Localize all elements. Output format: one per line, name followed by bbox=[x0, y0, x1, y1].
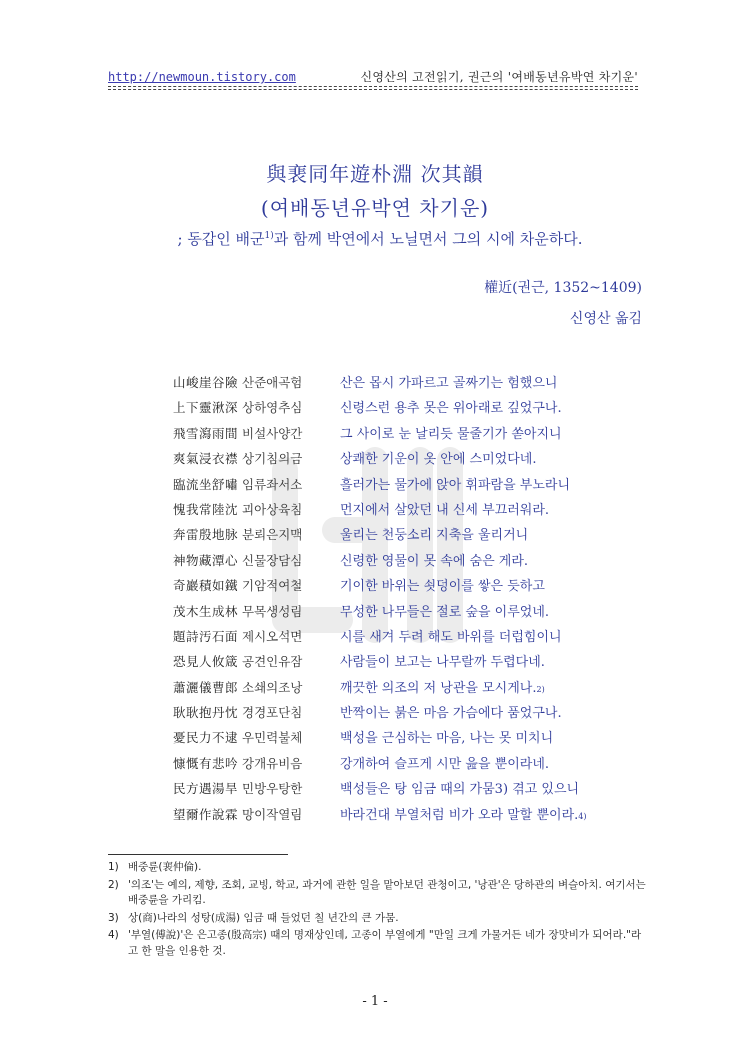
poem-line-hanja: 憂民力不逮 bbox=[173, 730, 239, 746]
poem-line bbox=[173, 727, 643, 752]
poem-line bbox=[173, 753, 643, 778]
footnote-text: 배중륜(裵仲倫). bbox=[128, 861, 202, 873]
poem-line bbox=[173, 626, 643, 651]
poem-line-translation: 산은 몹시 가파르고 골짜기는 험했으니 bbox=[340, 376, 558, 391]
poem-line-reading: 민방우탕한 bbox=[242, 781, 303, 797]
poem-line-hanja: 飛雪瀉雨間 bbox=[173, 425, 239, 441]
poem-line-reading: 비설사양간 bbox=[242, 425, 303, 441]
poem-line-reading: 분뢰은지맥 bbox=[242, 527, 303, 543]
footnote-number: 1) bbox=[108, 861, 119, 873]
poem-line-hanja: 愧我常陸沈 bbox=[173, 501, 239, 517]
poem-line-translation: 백성들은 탕 임금 때의 가뭄3) 겪고 있으니 bbox=[340, 782, 580, 798]
footnote-ref: 4) bbox=[578, 811, 587, 821]
poem-line-hanja: 爽氣浸衣襟 bbox=[173, 451, 239, 467]
poem-line-hanja: 神物藏潭心 bbox=[173, 552, 239, 568]
blog-url-link[interactable]: http://newmoun.tistory.com bbox=[108, 70, 296, 84]
header-divider-2 bbox=[108, 89, 638, 90]
poem-line bbox=[173, 601, 643, 626]
poem-line-hanja: 耿耿抱丹忱 bbox=[173, 705, 239, 721]
poem-line-translation: 그 사이로 눈 날리듯 물줄기가 쏟아지니 bbox=[340, 426, 562, 442]
poem-line-translation: 상쾌한 기운이 옷 안에 스미었다네. bbox=[340, 452, 537, 468]
poem-line-translation: 백성을 근심하는 마음, 나는 못 미치니 bbox=[340, 731, 554, 747]
footnote-item bbox=[108, 911, 648, 927]
poem-line-translation: 강개하여 슬프게 시만 읊을 뿐이라네. bbox=[340, 756, 550, 772]
poem-line-reading: 임류좌서소 bbox=[242, 476, 303, 492]
poem-line-reading: 무목생성림 bbox=[242, 603, 303, 619]
poem-line bbox=[173, 702, 643, 727]
poem-line bbox=[173, 677, 643, 702]
poem-line-reading: 상기침의금 bbox=[242, 451, 303, 467]
poem-line-translation: 기이한 바위는 쇳덩이를 쌓은 듯하고 bbox=[340, 579, 545, 595]
poem-line bbox=[173, 397, 643, 422]
poem-line-translation: 흘러가는 물가에 앉아 휘파람을 부노라니 bbox=[340, 477, 571, 493]
poem-line bbox=[173, 575, 643, 600]
poem-line-translation: 깨끗한 의조의 저 낭관을 모시게나. bbox=[340, 680, 537, 696]
poem-line bbox=[173, 550, 643, 575]
poem-line bbox=[173, 651, 643, 676]
poem-line-reading: 산준애곡험 bbox=[242, 375, 303, 390]
poem-line-translation: 먼지에서 살았던 내 신세 부끄러워라. bbox=[340, 502, 550, 518]
poem-line bbox=[173, 448, 643, 473]
poem-line-reading: 망이작열림 bbox=[242, 806, 303, 822]
poem-line bbox=[173, 423, 643, 448]
poem-line-hanja: 望爾作說霖 bbox=[173, 806, 239, 822]
poem-line-hanja: 臨流坐舒嘯 bbox=[173, 476, 239, 492]
footnote-number: 2) bbox=[108, 878, 119, 891]
footnote-number: 3) bbox=[108, 911, 119, 924]
poem-line-hanja: 上下靈湫深 bbox=[173, 400, 239, 416]
poem-line-reading: 괴아상육침 bbox=[242, 501, 303, 517]
footnote-item bbox=[108, 860, 648, 876]
poem-line-hanja: 恐見人攸箴 bbox=[173, 654, 239, 670]
footnote-item bbox=[108, 878, 648, 909]
footnote-text: '부열(傅說)'은 은고종(殷高宗) 때의 명재상인데, 고종이 부열에게 "만일 크게 가물거든 네가 장맛비가 되어라."라고 한 말을 인용한 것. bbox=[128, 929, 642, 957]
poem-line-hanja: 蕭灑儀曹郎 bbox=[173, 679, 239, 695]
poem-line bbox=[173, 804, 643, 829]
page-number: - 1 - bbox=[362, 994, 388, 1009]
poem-line-translation: 반짝이는 붉은 마음 가슴에다 품었구나. bbox=[340, 706, 562, 722]
poem-line-translation: 울리는 천둥소리 지축을 울리거니 bbox=[340, 528, 529, 544]
poem-line-reading: 상하영추심 bbox=[242, 400, 303, 416]
subtitle-text-rest: 과 함께 박연에서 노닐면서 그의 시에 차운하다. bbox=[273, 230, 583, 248]
author-line: 權近(권근, 1352~1409) bbox=[484, 280, 642, 296]
page-header bbox=[108, 68, 638, 85]
poem-title-korean: (여배동년유박연 차기운) bbox=[260, 196, 490, 220]
poem-line bbox=[173, 778, 643, 803]
poem-line-translation: 사람들이 보고는 나무랄까 두렵다네. bbox=[340, 655, 545, 671]
poem-body bbox=[173, 372, 643, 829]
poem-line-hanja: 山峻崖谷險 bbox=[173, 375, 239, 390]
poem-line-hanja: 民方遇湯旱 bbox=[173, 781, 239, 797]
poem-line bbox=[173, 499, 643, 524]
poem-line-translation: 신령한 영물이 못 속에 숨은 게라. bbox=[340, 553, 529, 569]
header-divider bbox=[108, 86, 638, 87]
footnote-ref: 2) bbox=[536, 684, 545, 694]
poem-line-hanja: 慷慨有悲吟 bbox=[173, 755, 239, 771]
poem-line-translation: 시를 새겨 두려 해도 바위를 더럽힘이니 bbox=[340, 629, 562, 645]
footnote-item bbox=[108, 928, 648, 959]
footnote-divider bbox=[108, 854, 288, 855]
footnote-ref: 1) bbox=[264, 231, 274, 241]
poem-line-reading: 신물장담심 bbox=[242, 552, 303, 568]
poem-line-translation: 바라건대 부열처럼 비가 오라 말할 뿐이라. bbox=[340, 807, 579, 823]
poem-line-reading: 우민력불체 bbox=[242, 730, 303, 746]
footnotes bbox=[108, 860, 648, 961]
poem-title-hanja: 與裵同年遊朴淵 次其韻 bbox=[266, 162, 484, 186]
poem-line-reading: 경경포단침 bbox=[242, 705, 303, 721]
poem-line-hanja: 奔雷殷地脉 bbox=[173, 527, 239, 543]
poem-line-reading: 기암적여철 bbox=[242, 578, 303, 594]
poem-line-hanja: 題詩汚石面 bbox=[173, 628, 239, 644]
poem-line-hanja: 茂木生成林 bbox=[173, 603, 239, 619]
poem-line bbox=[173, 524, 643, 549]
poem-line-translation: 무성한 나무들은 절로 숲을 이루었네. bbox=[340, 604, 550, 620]
footnote-text: '의조'는 예의, 제향, 조회, 교빙, 학교, 과거에 관한 일을 맡아보던 관청이고, '낭관'은 당하관의 벼슬아치. 여기서는 배중륜을 가리킴. bbox=[128, 878, 646, 906]
poem-line-hanja: 奇巖積如鐵 bbox=[173, 578, 239, 594]
poem-line-translation: 신령스런 용추 못은 위아래로 깊었구나. bbox=[340, 401, 562, 417]
poem-line-reading: 제시오석면 bbox=[242, 628, 303, 644]
header-title: 신영산의 고전읽기, 권근의 '여배동년유박연 차기운' bbox=[360, 70, 638, 84]
footnote-text: 상(商)나라의 성탕(成湯) 임금 때 들었던 칠 년간의 큰 가뭄. bbox=[128, 911, 399, 924]
footnote-number: 4) bbox=[108, 929, 119, 941]
subtitle-text: ; 동갑인 배군 bbox=[177, 230, 265, 248]
poem-line-reading: 공견인유잠 bbox=[242, 654, 303, 670]
translator-line: 신영산 옮김 bbox=[569, 311, 642, 327]
poem-line-reading: 강개유비음 bbox=[242, 755, 303, 771]
poem-line-reading: 소쇄의조낭 bbox=[242, 679, 303, 695]
poem-line bbox=[173, 474, 643, 499]
poem-line bbox=[173, 372, 643, 397]
poem-subtitle bbox=[10, 228, 750, 249]
